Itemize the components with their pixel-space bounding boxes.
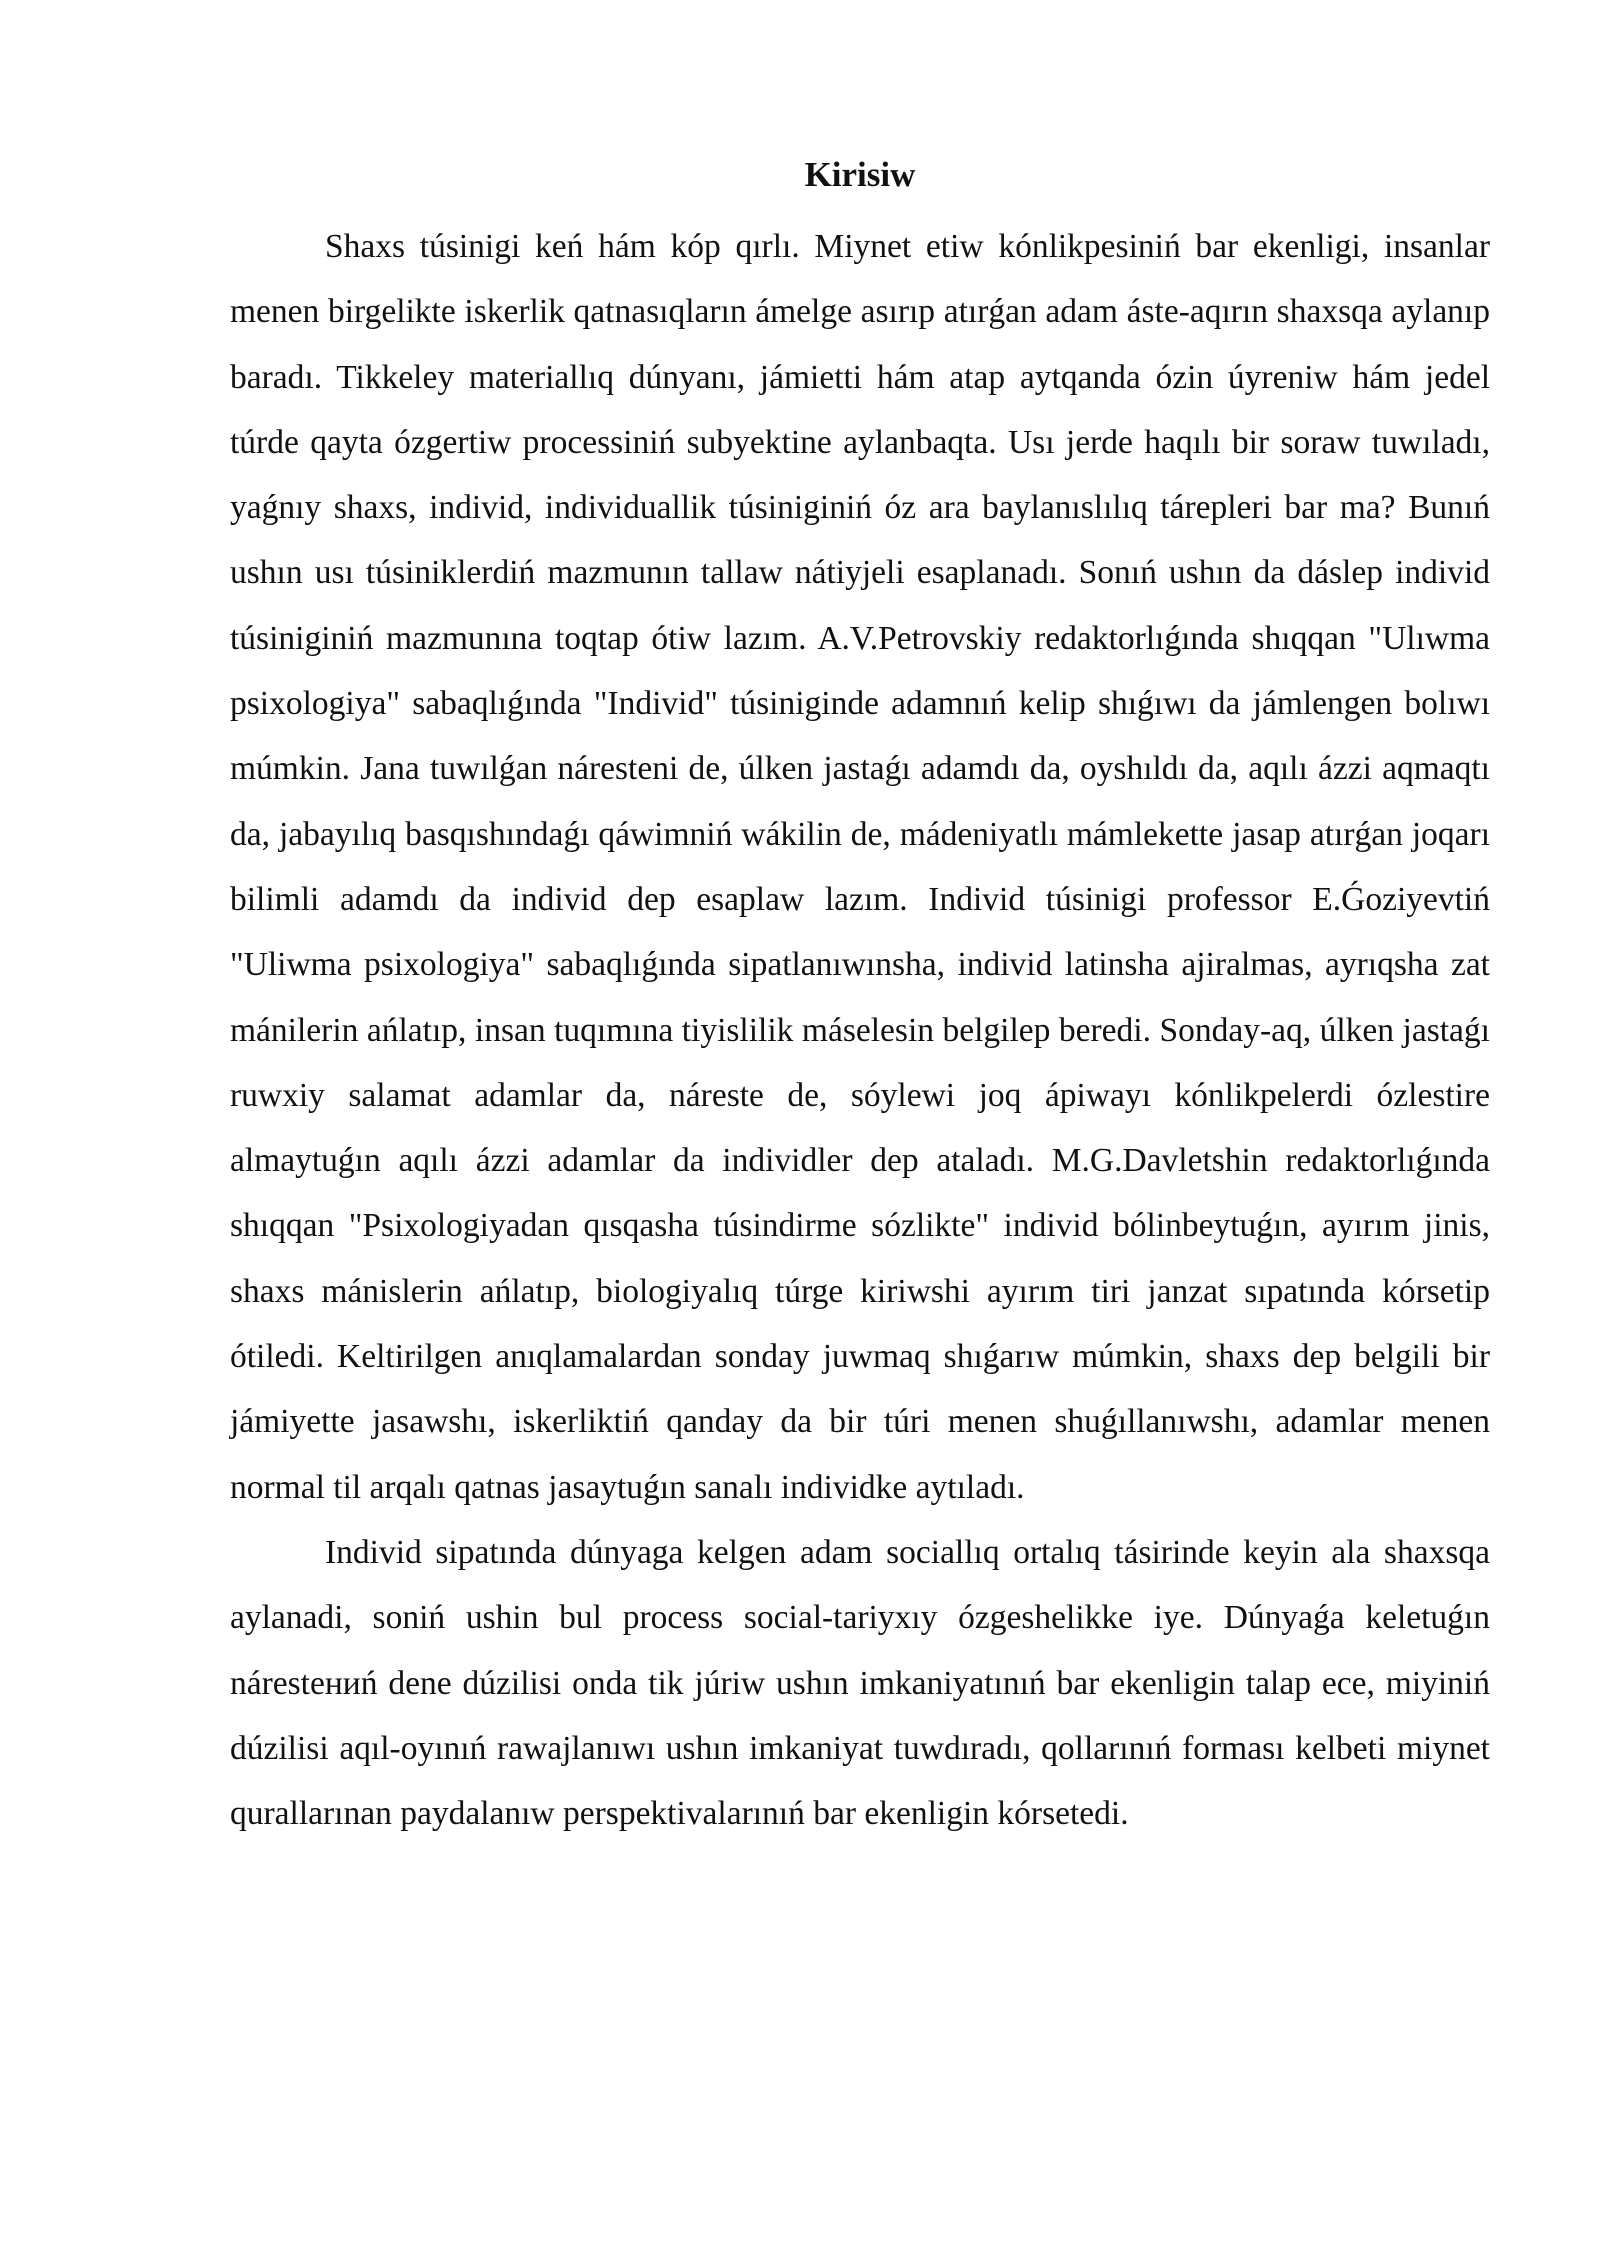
- document-title: Kirisiw: [804, 155, 916, 194]
- paragraph-1: Shaxs túsinigi keń hám kóp qırlı. Miynet etiw kónlikpesiniń bar ekenligi, insanlar menen birgelikte iskerlik qatnasıqların ámelge asırıp atırǵan adam áste-aqırın shaxsqa aylanıp baradı. Tikkeley materiallıq dúnyanı, jámietti hám atap aytqanda ózin úyreniw hám jedel túrde qayta ózgertiw processiniń subyektine aylanbaqta. Usı jerde haqılı bir soraw tuwıladı, yaǵnıy shaxs, individ, individuallik túsiniginiń óz ara baylanıslılıq tárepleri bar ma? Bunıń ushın usı túsiniklerdiń mazmunın tallaw nátiyjeli esaplanadı. Sonıń ushın da dáslep individ túsiniginiń mazmunına toqtap ótiw lazım. A.V.Petrovskiy redaktorlıǵında shıqqan "Ulıwma psixologiya" sabaqlıǵında "Individ" túsiniginde adamnıń kelip shıǵıwı da jámlengen bolıwı múmkin. Jana tuwılǵan náresteni de, úlken jastaǵı adamdı da, oyshıldı da, aqılı ázzi aqmaqtı da, jabayılıq basqıshındaǵı qáwimniń wákilin de, mádeniyatlı mámlekette jasap atırǵan joqarı bilimli adamdı da individ dep esaplaw lazım. Individ túsinigi professor E.Ǵoziyevtiń "Uliwma psixologiya" sabaqlıǵında sipatlanıwınsha, individ latinsha ajiralmas, ayrıqsha zat mánilerin ańlatıp, insan tuqımına tiyislilik máselesin belgilep beredi. Sonday-aq, úlken jastaǵı ruwxiy salamat adamlar da, náreste de, sóylewi joq ápiwayı kónlikpelerdi ózlestire almaytuǵın aqılı ázzi adamlar da individler dep ataladı. M.G.Davletshin redaktorlıǵında shıqqan "Psixologiyadan qısqasha túsindirme sózlikte" individ bólinbeytuǵın, ayırım jinis, shaxs mánislerin ańlatıp, biologiyalıq túrge kiriwshi ayırım tiri janzat sıpatında kórsetip ótiledi. Keltirilgen anıqlamalardan sonday juwmaq shıǵarıw múmkin, shaxs dep belgili bir jámiyette jasawshı, iskerliktiń qanday da bir túri menen shuǵıllanıwshı, adamlar menen normal til arqalı qatnas jasaytuǵın sanalı individke aytıladı.: [230, 228, 1490, 1506]
- document-body: [230, 148, 1490, 1846]
- paragraph-2: Individ sipatında dúnyaga kelgen adam sociallıq ortalıq tásirinde keyin ala shaxsqa aylanadi, soniń ushin bul process social-tariyxıy ózgeshelikke iye. Dúnyaǵa keletuǵın nárestениń dene dúzilisi onda tik júriw ushın imkaniyatınıń bar ekenligin talap ece, miyiniń dúzilisi aqıl-oyınıń rawajlanıwı ushın imkaniyat tuwdıradı, qollarınıń forması kelbeti miynet qurallarınan paydalanıw perspektivalarınıń bar ekenligin kórsetedi.: [230, 1533, 1490, 1833]
